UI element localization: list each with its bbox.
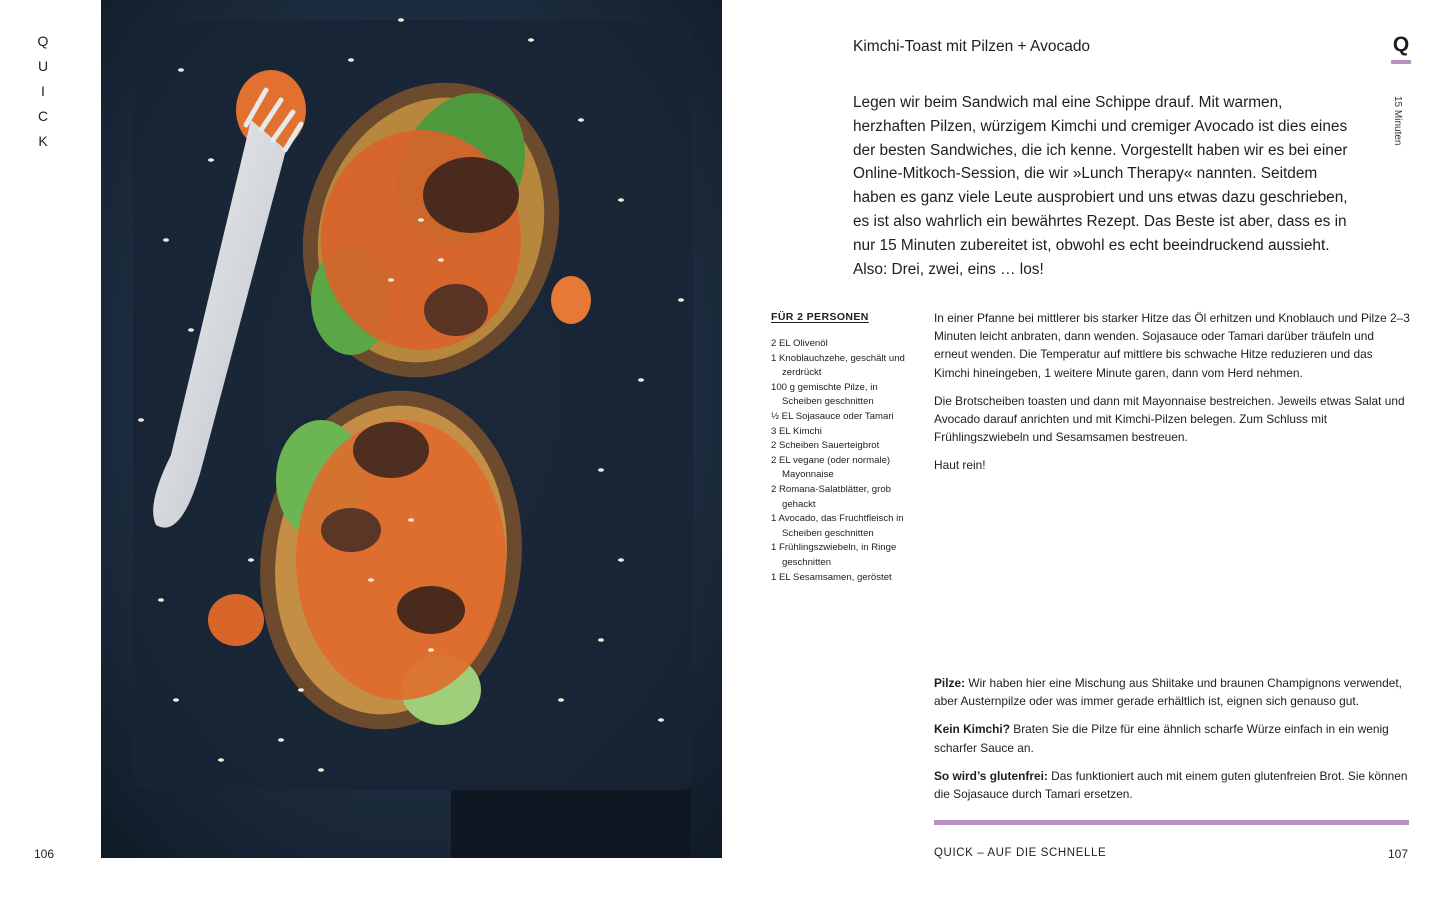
method-steps xyxy=(934,309,1410,485)
ingredient-item: 1 Frühlingszwiebeln, in Ringe geschnitten xyxy=(771,542,897,568)
ingredient-item: 100 g gemischte Pilze, in Scheiben geschnitten xyxy=(771,381,878,408)
method-step: Die Brotscheiben toasten und dann mit Mayonnaise bestreichen. Jeweils etwas Salat und Avocado darauf anrichten und mit Kimchi-Pilzen belegen. Zum Schluss mit Frühlingszwiebeln und Sesamsamen bestreuen. xyxy=(934,393,1405,445)
footer-rule xyxy=(934,820,1409,825)
prep-time: 15 Minuten xyxy=(1392,96,1403,146)
method-step: In einer Pfanne bei mittlerer bis starker Hitze das Öl erhitzen und Knoblauch und Pilze 2–3 Minuten leicht anbraten, dann wenden. Sojasauce oder Tamari darüber träufeln und erneut wenden. Die Temperatur auf mittlere bis schwache Hitze reduzieren und das Kimchi hineingeben, 1 weitere Minute garen, dann vom Herd nehmen. xyxy=(934,311,1410,380)
page-number-right: 107 xyxy=(1388,847,1409,861)
ingredient-item: 2 Scheiben Sauerteigbrot xyxy=(771,440,880,452)
tip-paragraph xyxy=(934,720,1410,756)
side-letter: I xyxy=(41,83,45,99)
footer-section-title: QUICK – AUF DIE SCHNELLE xyxy=(934,847,1107,859)
ingredient-item: 1 Knoblauchzehe, geschält und zerdrückt xyxy=(771,352,905,379)
ingredient-item: 2 Romana-Salatblätter, grob gehackt xyxy=(771,483,891,510)
tip-text: Wir haben hier eine Mischung aus Shiitake und braunen Champignons verwendet, aber Austernpilze oder was immer gerade erhältlich ist, eignen sich genauso gut. xyxy=(934,676,1402,709)
servings-heading: FÜR 2 PERSONEN xyxy=(771,311,869,323)
page-number-left: 106 xyxy=(34,847,55,861)
ingredient-item: 2 EL vegane (oder normale) Mayonnaise xyxy=(771,454,891,481)
ingredient-item: 1 EL Sesamsamen, geröstet xyxy=(771,571,892,583)
side-letter: Q xyxy=(37,33,49,49)
recipe-tips xyxy=(934,674,1410,813)
ingredient-item: ½ EL Sojasauce oder Tamari xyxy=(771,410,894,422)
side-letter: C xyxy=(37,108,49,124)
section-marker xyxy=(1390,32,1412,64)
side-letter: U xyxy=(37,58,49,74)
method-step: Haut rein! xyxy=(934,458,986,473)
section-marker-bar xyxy=(1391,60,1411,64)
recipe-intro: Legen wir beim Sandwich mal eine Schippe drauf. Mit warmen, herzhaften Pilzen, würzigem Kimchi und cremiger Avocado ist dies eines der besten Sandwiches, die ich kenne. Vorgestellt haben wir es bei einer Online-Mitkoch-Session, die wir »Lunch Therapy« nannten. Seitdem haben es ganz viele Leute ausprobiert und uns etwas dazu geschrieben, es ist also wahrlich ein bewährtes Rezept. Das Beste ist aber, dass es in nur 15 Minuten zubereitet ist, obwohl es echt beeindruckend aussieht. Also: Drei, zwei, eins … los! xyxy=(853,94,1348,278)
tip-label: So wird’s glutenfrei: xyxy=(934,768,1048,783)
ingredient-item: 3 EL Kimchi xyxy=(771,425,822,437)
tip-text: Braten Sie die Pilze für eine ähnlich scharfe Würze einfach in ein wenig scharfer Sauce an. xyxy=(934,722,1389,755)
side-section-label xyxy=(36,32,50,157)
ingredient-item: 1 Avocado, das Fruchtfleisch in Scheiben geschnitten xyxy=(771,513,904,539)
tip-label: Pilze: xyxy=(934,676,966,690)
ingredient-item: 2 EL Olivenöl xyxy=(771,338,828,349)
tip-label: Kein Kimchi? xyxy=(934,722,1010,737)
tip-paragraph xyxy=(934,674,1410,710)
side-letter: K xyxy=(38,133,48,149)
tip-paragraph xyxy=(934,767,1410,803)
ingredient-list xyxy=(771,337,919,585)
section-marker-letter: Q xyxy=(1392,33,1410,56)
recipe-photo xyxy=(101,0,722,858)
recipe-title: Kimchi-Toast mit Pilzen + Avocado xyxy=(853,38,1091,55)
tip-text: Das funktioniert auch mit einem guten glutenfreien Brot. Sie können die Sojasauce durch Tamari ersetzen. xyxy=(934,768,1408,802)
